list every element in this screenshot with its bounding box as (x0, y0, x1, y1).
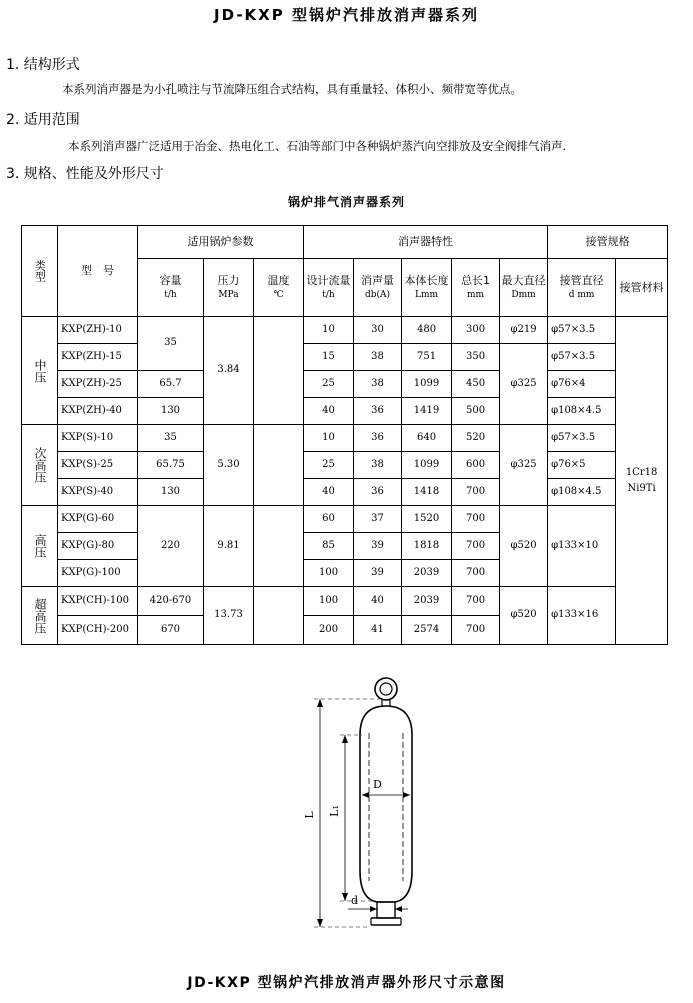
diagram-caption: JD-KXP 型锅炉汽排放消声器外形尺寸示意图 (187, 975, 506, 991)
header-muffler-props: 消声器特性 (304, 226, 548, 259)
pressure-cell: 5.30 (204, 425, 254, 506)
model-cell: KXP(ZH)-10 (58, 317, 138, 344)
model-cell: KXP(CH)-200 (58, 616, 138, 645)
label-L1: L₁ (328, 805, 341, 817)
pressure-cell: 9.81 (204, 506, 254, 587)
noise-cell: 40 (354, 587, 402, 616)
body-length-cell: 2039 (402, 560, 452, 587)
body-length-cell: 640 (402, 425, 452, 452)
model-cell: KXP(CH)-100 (58, 587, 138, 616)
vessel-body (360, 706, 412, 902)
flow-cell: 85 (304, 533, 354, 560)
pressure-cell: 13.73 (204, 587, 254, 645)
model-cell: KXP(G)-80 (58, 533, 138, 560)
body-length-cell: 1818 (402, 533, 452, 560)
body-length-cell: 1099 (402, 452, 452, 479)
section-text-scope: 本系列消声器广泛适用于冶金、热电化工、石油等部门中各种锅炉蒸汽向空排放及安全阀排气消声. (68, 139, 567, 153)
total-length-cell: 450 (452, 371, 500, 398)
body-length-cell: 1418 (402, 479, 452, 506)
total-length-cell: 600 (452, 452, 500, 479)
capacity-cell: 670 (138, 616, 204, 645)
body-length-cell: 1419 (402, 398, 452, 425)
max-diameter-cell: φ520 (500, 587, 548, 645)
section-heading-scope: 2. 适用范围 (6, 112, 80, 128)
capacity-cell: 35 (138, 425, 204, 452)
model-cell: KXP(ZH)-15 (58, 344, 138, 371)
pipe-diameter-cell: φ57×3.5 (548, 344, 616, 371)
pipe-diameter-cell: φ108×4.5 (548, 479, 616, 506)
model-cell: KXP(S)-10 (58, 425, 138, 452)
capacity-cell: 130 (138, 479, 204, 506)
total-length-cell: 520 (452, 425, 500, 452)
outlet-pipe (377, 902, 395, 918)
total-length-cell: 300 (452, 317, 500, 344)
flow-cell: 40 (304, 479, 354, 506)
lifting-ring (375, 678, 397, 700)
total-length-cell: 700 (452, 479, 500, 506)
table-row (22, 479, 668, 506)
temperature-cell (254, 587, 304, 645)
body-length-cell: 2574 (402, 616, 452, 645)
capacity-cell: 65.7 (138, 371, 204, 398)
header-model: 型 号 (58, 226, 138, 317)
noise-cell: 38 (354, 371, 402, 398)
noise-cell: 39 (354, 560, 402, 587)
spec-table (21, 225, 668, 645)
pipe-diameter-cell: φ133×16 (548, 587, 616, 645)
capacity-cell: 130 (138, 398, 204, 425)
capacity-cell: 420-670 (138, 587, 204, 616)
total-length-cell: 350 (452, 344, 500, 371)
temperature-cell (254, 506, 304, 587)
section-heading-structure: 1. 结构形式 (6, 57, 80, 73)
model-cell: KXP(G)-100 (58, 560, 138, 587)
max-diameter-cell: φ520 (500, 506, 548, 587)
noise-cell: 41 (354, 616, 402, 645)
total-length-cell: 500 (452, 398, 500, 425)
pipe-diameter-cell: φ76×4 (548, 371, 616, 398)
flow-cell: 15 (304, 344, 354, 371)
flow-cell: 100 (304, 587, 354, 616)
type-cell: 次高压 (22, 425, 58, 506)
capacity-cell: 65.75 (138, 452, 204, 479)
flow-cell: 200 (304, 616, 354, 645)
capacity-cell: 35 (138, 317, 204, 371)
material-cell: 1Cr18 Ni9Ti (616, 317, 668, 645)
total-length-cell: 700 (452, 587, 500, 616)
noise-cell: 37 (354, 506, 402, 533)
label-L: L (303, 811, 316, 819)
header-pressure: 压力 MPa (204, 259, 254, 317)
header-total-length: 总长1 mm (452, 259, 500, 317)
type-cell: 高压 (22, 506, 58, 587)
muffler-outline-diagram (290, 675, 450, 937)
flow-cell: 10 (304, 425, 354, 452)
noise-cell: 38 (354, 452, 402, 479)
header-capacity: 容量 t/h (138, 259, 204, 317)
pipe-diameter-cell: φ57×3.5 (548, 317, 616, 344)
body-length-cell: 751 (402, 344, 452, 371)
table-row (22, 398, 668, 425)
table-row (22, 425, 668, 452)
model-cell: KXP(G)-60 (58, 506, 138, 533)
lifting-ring-inner (380, 683, 392, 695)
noise-cell: 30 (354, 317, 402, 344)
table-title: 锅炉排气消声器系列 (287, 195, 405, 209)
flow-cell: 100 (304, 560, 354, 587)
header-pipe-material: 接管材料 (616, 259, 668, 317)
model-cell: KXP(ZH)-25 (58, 371, 138, 398)
max-diameter-cell: φ325 (500, 425, 548, 506)
section-text-structure: 本系列消声器是为小孔喷注与节流降压组合式结构，具有重量轻、体积小、频带宽等优点。 (62, 82, 522, 96)
table-row (22, 587, 668, 616)
table-row (22, 452, 668, 479)
header-pipe-spec: 接管规格 (548, 226, 668, 259)
noise-cell: 36 (354, 479, 402, 506)
total-length-cell: 700 (452, 616, 500, 645)
model-cell: KXP(ZH)-40 (58, 398, 138, 425)
label-D: D (373, 778, 382, 791)
model-cell: KXP(S)-40 (58, 479, 138, 506)
table-row (22, 371, 668, 398)
noise-cell: 36 (354, 425, 402, 452)
total-length-cell: 700 (452, 533, 500, 560)
pressure-cell: 3.84 (204, 317, 254, 425)
flow-cell: 25 (304, 452, 354, 479)
type-cell: 中压 (22, 317, 58, 425)
body-length-cell: 2039 (402, 587, 452, 616)
temperature-cell (254, 425, 304, 506)
noise-cell: 36 (354, 398, 402, 425)
flow-cell: 40 (304, 398, 354, 425)
header-boiler-params: 适用锅炉参数 (138, 226, 304, 259)
pipe-diameter-cell: φ76×5 (548, 452, 616, 479)
header-type: 类型 (22, 226, 58, 317)
body-length-cell: 480 (402, 317, 452, 344)
body-length-cell: 1099 (402, 371, 452, 398)
noise-cell: 39 (354, 533, 402, 560)
max-diameter-cell: φ325 (500, 344, 548, 425)
flow-cell: 10 (304, 317, 354, 344)
flow-cell: 25 (304, 371, 354, 398)
model-cell: KXP(S)-25 (58, 452, 138, 479)
flow-cell: 60 (304, 506, 354, 533)
capacity-cell: 220 (138, 506, 204, 587)
section-heading-spec: 3. 规格、性能及外形尺寸 (6, 166, 164, 182)
label-d: d (351, 894, 359, 907)
header-body-length: 本体长度 Lmm (402, 259, 452, 317)
pipe-diameter-cell: φ108×4.5 (548, 398, 616, 425)
header-temperature: 温度 ℃ (254, 259, 304, 317)
pipe-diameter-cell: φ133×10 (548, 506, 616, 587)
page-title: JD-KXP 型锅炉汽排放消声器系列 (214, 6, 479, 24)
total-length-cell: 700 (452, 560, 500, 587)
table-row (22, 506, 668, 533)
table-row (22, 344, 668, 371)
header-noise-reduction: 消声量 db(A) (354, 259, 402, 317)
body-length-cell: 1520 (402, 506, 452, 533)
total-length-cell: 700 (452, 506, 500, 533)
pipe-diameter-cell: φ57×3.5 (548, 425, 616, 452)
type-cell: 超高压 (22, 587, 58, 645)
table-row (22, 317, 668, 344)
noise-cell: 38 (354, 344, 402, 371)
temperature-cell (254, 317, 304, 425)
header-design-flow: 设计流量 t/h (304, 259, 354, 317)
max-diameter-cell: φ219 (500, 317, 548, 344)
header-max-diameter: 最大直径 Dmm (500, 259, 548, 317)
header-pipe-diameter: 接管直径 d mm (548, 259, 616, 317)
